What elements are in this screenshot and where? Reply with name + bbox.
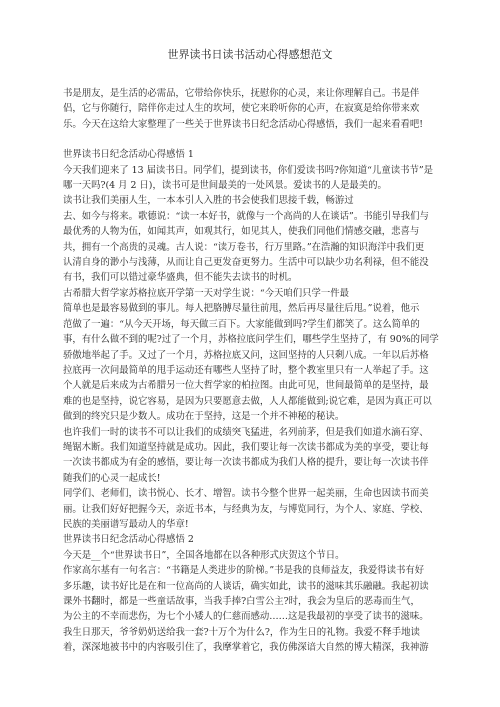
text-line: 有书，我们可以错过豪华盛典，但不能失去读书的时机。 — [63, 272, 298, 284]
text-line: 为公主的不幸而悲伤，为七个小矮人的仁慈而感动……这是我最初的享受了读书的滋味。 — [63, 611, 429, 623]
text-line: 骄傲地举起了手。又过了一个月，苏格拉底又问，这回坚持的人只剩八成。一年以后苏格 — [63, 349, 429, 361]
text-line: 同学们、老师们，读书悦心、长才、增智。读书今整个世界一起美丽，生命也因读书而美 — [63, 488, 429, 500]
section-2 — [63, 532, 443, 655]
text-line: 难的也是坚持，说它容易，是因为只要愿意去做，人人都能做到;说它难，是因为真正可以 — [63, 395, 432, 407]
text-line: 多乐趣，读书好比是在和一位高尚的人谈话，确实如此，读书的滋味其乐融融。我起初读 — [63, 580, 429, 592]
text-line: 读书让我们美丽人生，一本本引人入胜的书会使我们思接千载，畅游过 — [63, 195, 354, 207]
text-line: 民族的美丽谱写最动人的华章! — [63, 518, 189, 530]
text-line: 也许我们一时的读书不可以让我们的成绩突飞猛进，名列前茅，但是我们如道水滴石穿、 — [63, 426, 429, 438]
document-title: 世界读书日读书活动心得感想范文 — [167, 48, 333, 61]
section-1 — [63, 147, 443, 532]
text-line: 简单也是最容易做到的事儿。每人把胳膊尽量往前甩，然后再尽量往后甩。”说着，他示 — [63, 303, 420, 315]
text-line: 拉底再一次问最简单的甩手运动还有哪些人坚持了时，整个教室里只有一人举起了手。这 — [63, 364, 429, 376]
section-2-heading: 世界读书日纪念活动心得感悟 2 — [63, 534, 194, 546]
text-line: 范做了一遍：“从今天开场，每天做三百下。大家能做到吗?学生们都笑了。这么简单的 — [63, 318, 420, 330]
text-line: 作家高尔基有一句名言：“书籍是人类进步的阶梯。”书是我的良师益友，我爱得读书有好 — [63, 565, 425, 577]
text-line: 最优秀的人物为伍，如闻其声，如观其行，如见其人，使我们同他们情感交融，悲喜与 — [63, 226, 420, 238]
text-line: 哪一天吗?(4 月 2 日)，读书可是世间最美的一处风景。爱读书的人是最美的。 — [63, 180, 387, 192]
intro-paragraph — [63, 86, 443, 132]
text-line: 今天我们迎来了 13 届读书日。同学们，提到读书，你们爱读书吗?你知道“儿童读书节”是 — [63, 164, 434, 176]
text-line: 共，拥有一个高贵的灵魂。古人说：“读万卷书，行万里路。”在浩瀚的知识海洋中我们更 — [63, 241, 425, 253]
document-body — [63, 86, 443, 656]
text-line: 课外书翻时，都是一些童话故事，当我手捧?白雪公主?时，我会为皇后的恶毒而生气， — [63, 596, 420, 607]
text-line: 古希腊大哲学家苏格拉底开学第一天对学生说：“今天咱们只学一件最 — [63, 287, 350, 299]
text-line: 丽。让我们好好把握今天，亲近书本，与经典为友，与博览同行，为个人、家庭、学校、 — [63, 503, 429, 515]
text-line: 事，有什么做不到的呢?过了一个月，苏格拉底问学生们，哪些学生坚持了，有 90%的同学 — [63, 334, 439, 346]
text-line: 个人就是后来成为古希腊另一位大哲学家的柏拉图。由此可见，世间最简单的是坚持，最 — [63, 380, 429, 392]
text-line: 今天是__个“世界读书日”，全国各地都在以各种形式庆贺这个节日。 — [63, 549, 345, 561]
paragraph-gap — [63, 132, 443, 147]
intro-line: 书是朋友，是生活的必需品，它带给你快乐，抚慰你的心灵，来让你理解自己。书是伴 — [63, 88, 420, 99]
text-line: 做到的终究只是少数人。成功在于坚持，这是一个并不神秘的秘诀。 — [63, 411, 345, 423]
text-line: 一次读书都成为有金的感悟，要让每一次读书都成为我们人格的提升，要让每一次读书伴 — [63, 457, 429, 469]
text-line: 着，深深地被书中的内容吸引住了，我摩掌着它，我仿佛深谙大自然的博大精深，我神游 — [63, 642, 429, 654]
text-line: 去、如今与将来。歌德说：“读一本好书，就像与一个高尚的人在谈话”。书能引导我们与 — [63, 210, 429, 222]
text-line: 绳锯木断。我们知道坚持就是成功。因此，我们要让每一次读书都成为美的享受，要让每 — [63, 441, 429, 453]
text-line: 认清自身的渺小与浅薄，从而让自己更发奋更努力。生活中可以缺少功名利禄，但不能没 — [63, 257, 429, 269]
text-line: 随我们的心灵一起成长! — [63, 472, 161, 484]
section-1-heading: 世界读书日纪念活动心得感悟 1 — [63, 149, 194, 161]
intro-line: 乐。今天在这给大家整理了一些关于世界读书日纪念活动心得感悟，我们一起来看看吧! — [63, 118, 424, 130]
intro-line: 侣，它与你随行，陪伴你走过人生的坎坷，使它来聆听你的心声，在寂寞是给你带来欢 — [63, 103, 420, 115]
text-line: 我生日那天，爷爷奶奶送给我一套?十万个为什么?，作为生日的礼物。我爱不释手地读 — [63, 626, 420, 638]
